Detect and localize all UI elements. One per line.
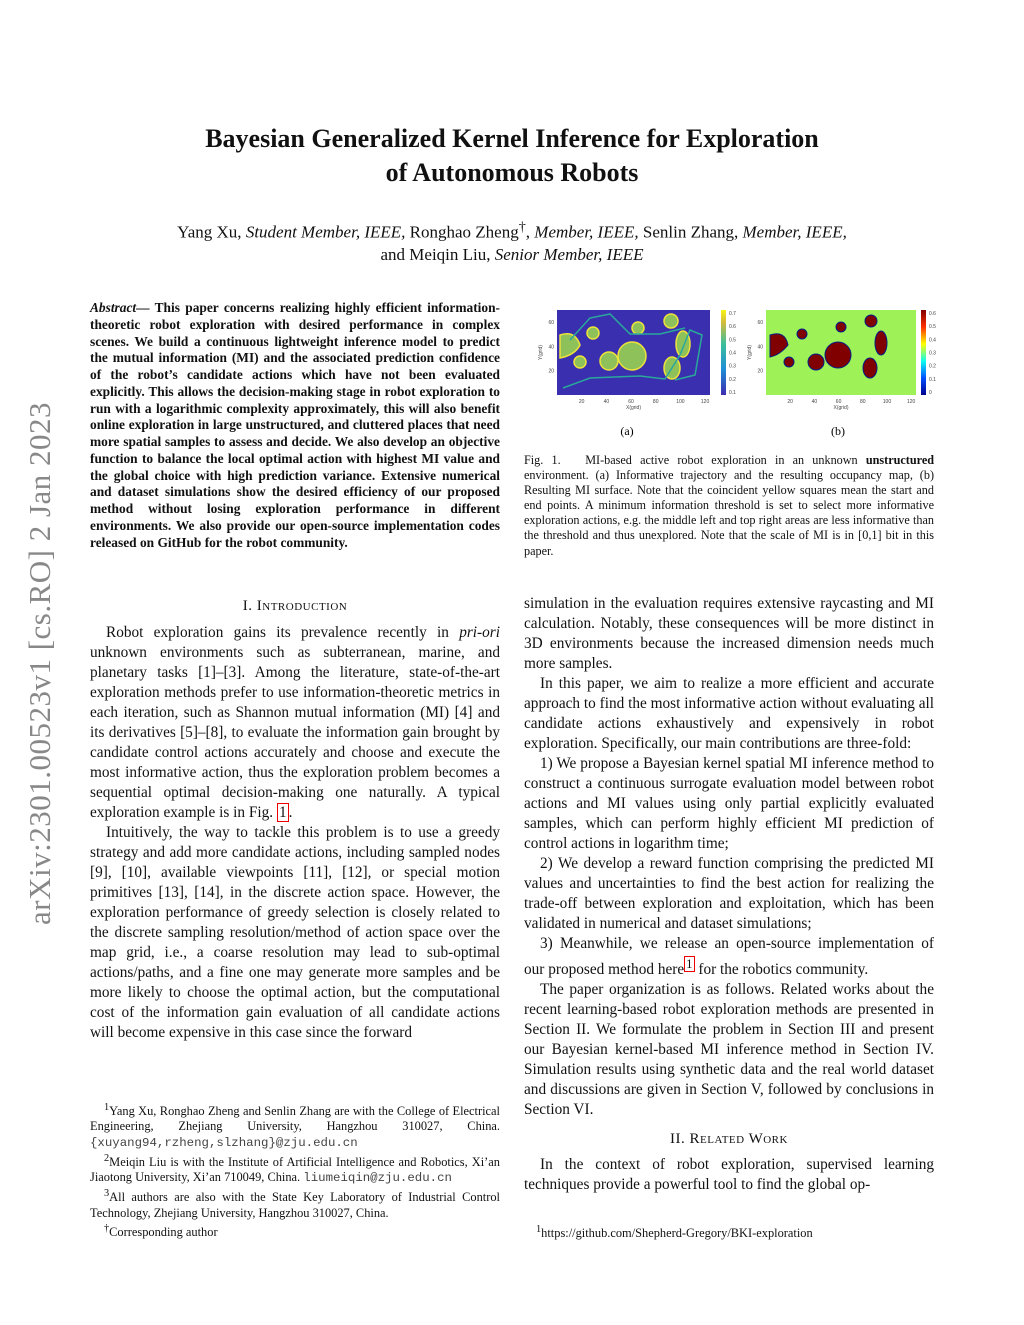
footnote-mark: † (104, 1222, 110, 1234)
y-tick-label: 40 (548, 344, 554, 351)
footnote (90, 1221, 500, 1240)
x-tick-label: 100 (676, 399, 685, 405)
x-tick-label: 120 (700, 399, 710, 405)
colorbar-tick-label: 0.1 (929, 376, 936, 383)
y-tick-label: 40 (757, 344, 763, 351)
colorbar (721, 310, 726, 395)
author-role: Senior Member, IEEE (494, 244, 644, 264)
separator: , (525, 222, 535, 242)
contribution-item (524, 934, 934, 980)
text: 3) Meanwhile, we release an open-source implementation of our proposed method here (524, 935, 934, 979)
text: Corresponding author (109, 1224, 218, 1239)
footnote-mark: 1 (536, 1224, 542, 1235)
footnote (90, 1151, 500, 1187)
colorbar-tick-label: 0.5 (929, 324, 936, 331)
author: Senlin Zhang, (638, 222, 743, 242)
subfigure-label-b: (b) (831, 424, 845, 438)
contribution-item: 2) We develop a reward function comprising the predicted MI values and uncertainties to find the best action for realizing the trade-off between exploration and exploitation, which has been validated in numerical and dataset simulations; (524, 855, 934, 932)
subplot-a (538, 310, 736, 411)
subfigure-label-a: (a) (620, 424, 634, 438)
abstract (90, 300, 500, 551)
footnotes (90, 1100, 500, 1240)
paragraph: Intuitively, the way to tackle this problem is to use a greedy strategy and add more candidate actions, including sampled nodes [9], [10], available viewpoints [11], [12], or special motion primitives [13], [14], in the discrete action space. However, the exploration performance of greedy selection is closely related to the discrete sampling resolution/method of action space over the map grid, i.e., a coarse resolution may lead to sub-optimal actions/paths, and a fine one may generate more samples and be more likely to choose the optimal action, but the computational cost of the information gain evaluation of all candidate actions will become expensive in this case since the forward (90, 824, 500, 1041)
paper-title (100, 122, 924, 190)
url-footnote (536, 1222, 813, 1241)
caption-label: Fig. 1. (524, 453, 561, 467)
x-axis-label: X(grid) (833, 405, 849, 411)
x-tick-label: 40 (603, 399, 610, 405)
y-tick-label: 60 (548, 320, 554, 327)
text: unstructured (865, 453, 935, 467)
x-tick-label: 80 (652, 399, 659, 405)
footnote-mark: 2 (104, 1152, 110, 1164)
y-axis-label: Y(grid) (747, 344, 753, 361)
footnote (90, 1100, 500, 1151)
text: unknown environments such as subterranean, marine, and planetary tasks [1]–[3]. Among the literature, state-of-the-art exploration methods prefer to use information-theoretic metrics in each iteration, such as Shannon mutual information (MI) [4] and its derivatives [5]–[8], to evaluate the information gain brought by candidate control actions accurately and choose and execute the most informative action, thus the exploration problem becomes a sequential optimal decision-making one naturally. A typical exploration example is in Fig. (90, 644, 500, 821)
footnote-mark: † (518, 219, 526, 235)
email[interactable]: {xuyang94,rzheng,slzhang}@zju.edu.cn (90, 1135, 358, 1150)
author-role: Member, IEEE, (534, 222, 639, 242)
text: pri-ori (459, 624, 500, 641)
colorbar-tick-label: 0.7 (729, 311, 736, 317)
colorbar-tick-label: 0.1 (729, 390, 736, 396)
footnote (90, 1186, 500, 1221)
author: Ronghao Zheng (405, 222, 519, 242)
x-axis-label: X(grid) (625, 405, 642, 411)
right-column-body (524, 594, 934, 1195)
abstract-label: Abstract (90, 300, 137, 315)
title-line: of Autonomous Robots (385, 158, 639, 187)
dash: — (136, 300, 155, 315)
paragraph: In this paper, we aim to realize a more efficient and accurate approach to find the most informative action without evaluating all candidate actions exhaustively and expensively in robot exploration. Specifically, our main contributions are three-fold: (524, 675, 934, 752)
x-tick-label: 20 (578, 399, 585, 405)
text: Robot exploration gains its prevalence recently in (106, 624, 460, 641)
colorbar-tick-label: 0.3 (729, 363, 736, 370)
text: Yang Xu, Ronghao Zheng and Senlin Zhang are with the College of Electrical Engineering, Zhejiang University, Hangzhou 310027, China. (90, 1104, 500, 1134)
x-tick-label: 120 (906, 399, 916, 405)
email[interactable]: liumeiqin@zju.edu.cn (303, 1171, 452, 1186)
y-tick-label: 60 (757, 320, 763, 327)
contribution-item: 1) We propose a Bayesian kernel spatial MI inference method to construct a continuous surrogate evaluation model between robot actions and MI values using only partial explicitly evaluated samples, which can perform highly efficient MI prediction of control actions in logarithm time; (524, 755, 934, 852)
paragraph: The paper organization is as follows. Related works about the recent learning-based robot exploration methods are presented in Section II. We formulate the problem in Section III and present our Bayesian kernel-based MI inference method in Section IV. Simulation results using synthetic data and the real world dataset and discussions are given in Section V, followed by conclusions in Section VI. (524, 981, 934, 1119)
text: All authors are also with the State Key Laboratory of Industrial Control Technology, Zhejiang University, Hangzhou 310027, China. (90, 1190, 500, 1220)
paragraph: In the context of robot exploration, supervised learning techniques provide a powerful tool to find the global op- (524, 1156, 934, 1194)
paragraph (90, 623, 500, 823)
arxiv-identifier[interactable]: arXiv:2301.00523v1 [cs.RO] 2 Jan 2023 (22, 401, 57, 925)
abstract-text: This paper concerns realizing highly efficient information-theoretic robot exploration with desired performance in complex scenes. We build a continuous lightweight inference model to predict the mutual information (MI) and the associated prediction confidence of the robot’s candidate actions which have not been evaluated explicitly. This allows the decision-making stage in robot exploration to run with a logarithmic complexity approximately, this will also benefit online exploration in large unstructured, and cluttered places that need more spatial samples to assess and decide. We also develop an objective function to balance the local optimal action with highest MI value and the global choice with high prediction variance. Extensive numerical and dataset simulations show the desired efficiency of our proposed method without losing exploration performance in different environments. We also provide our open-source implementation codes released on GitHub for the robot community. (90, 300, 501, 550)
colorbar-tick-label: 0 (929, 390, 932, 396)
colorbar-tick-label: 0.2 (929, 363, 936, 370)
footnote-mark: 3 (104, 1188, 110, 1200)
colorbar-tick-label: 0.5 (729, 337, 736, 344)
y-tick-label: 20 (757, 368, 763, 375)
text: MI-based active robot exploration in an unknown (585, 453, 866, 467)
colorbar-tick-label: 0.6 (729, 324, 736, 331)
x-tick-label: 100 (882, 399, 892, 405)
x-tick-label: 60 (628, 399, 634, 405)
x-tick-label: 80 (859, 399, 866, 405)
figure-caption (524, 453, 934, 559)
title-line: Bayesian Generalized Kernel Inference for Exploration (205, 124, 819, 153)
text: Meiqin Liu is with the Institute of Artificial Intelligence and Robotics, Xi’an Jiaotong University, Xi’an 710049, China. (90, 1154, 500, 1185)
footnote-link[interactable]: 1 (686, 957, 693, 971)
colorbar-tick-label: 0.3 (929, 350, 936, 357)
colorbar-tick-label: 0.6 (929, 311, 936, 317)
github-link[interactable]: https://github.com/Shepherd-Gregory/BKI-exploration (541, 1226, 813, 1241)
text: . (288, 804, 293, 821)
author-list (100, 216, 924, 266)
colorbar-tick-label: 0.4 (729, 350, 736, 357)
text: environment. (a) Informative trajectory and the resulting occupancy map, (b) Resulting MI surface. Note that the coincident yellow squares mean the start and end points. A minimum information threshold is set to select more informative exploration actions, e.g. the middle left and top right areas are less informative than the threshold and thus unexplored. Note that the scale of MI is in [0,1] bit in this paper. (524, 468, 934, 558)
colorbar-tick-label: 0.4 (929, 337, 936, 344)
section-heading-introduction: I. Introduction (242, 598, 348, 614)
author: Yang Xu, (177, 222, 246, 242)
x-tick-label: 20 (787, 399, 793, 405)
figure-1 (530, 300, 950, 445)
subplot-b (747, 310, 936, 411)
figure-link[interactable]: 1 (278, 804, 287, 821)
author-role: Student Member, IEEE, (245, 222, 406, 242)
x-tick-label: 60 (835, 399, 842, 405)
text: for the robotics community. (694, 961, 869, 979)
x-tick-label: 40 (811, 399, 818, 405)
section-heading-related-work: II. Related Work (670, 1131, 788, 1148)
y-tick-label: 20 (548, 368, 554, 375)
author: and Meiqin Liu, (380, 244, 495, 264)
author-role: Member, IEEE, (742, 222, 847, 242)
y-axis-label: Y(grid) (538, 344, 544, 361)
introduction-body (90, 623, 500, 1043)
paragraph: simulation in the evaluation requires extensive raycasting and MI calculation. Notably, these consequences will be more distinct in 3D environments because the increased dimension needs much more samples. (524, 595, 934, 672)
colorbar (921, 310, 926, 395)
colorbar-tick-label: 0.2 (729, 376, 736, 383)
footnote-mark: 1 (104, 1102, 110, 1113)
